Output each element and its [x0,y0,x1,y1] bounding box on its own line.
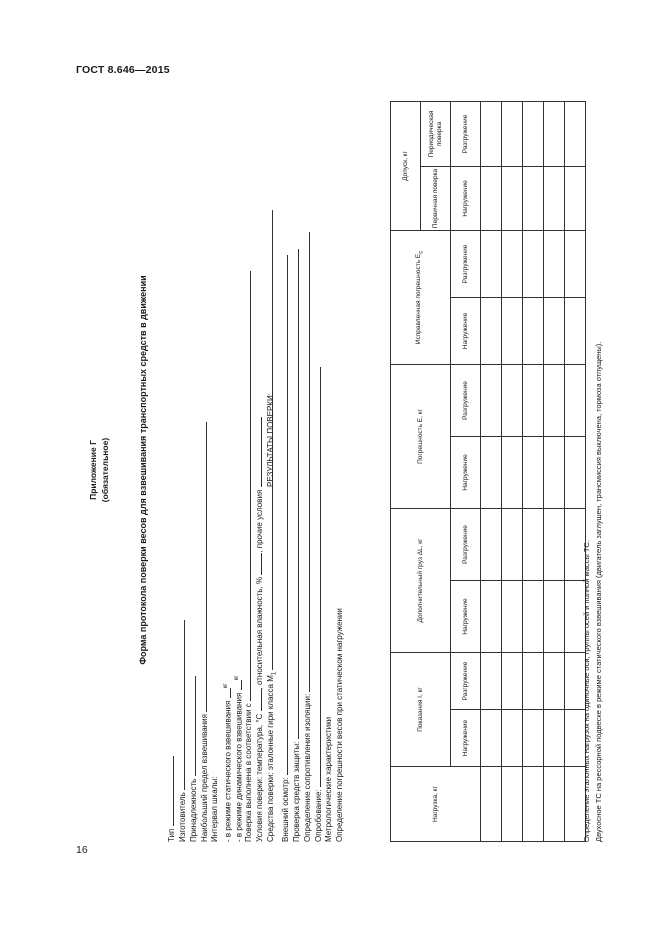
header-loading: Нагружение [451,436,481,508]
table-cell[interactable] [565,364,586,436]
table-cell[interactable] [544,581,565,653]
table-cell[interactable] [565,436,586,508]
table-row [502,101,523,841]
table-cell[interactable] [544,230,565,297]
table-cell[interactable] [544,166,565,230]
rotated-form [60,90,620,850]
table-cell[interactable] [502,297,523,364]
table-cell[interactable] [502,101,523,166]
field-conditions: Условия поверки: температура, °С , относительная влажность, % , прочие условия [254,417,265,842]
header-additional-load: Дополнительный груз ΔL, кг [391,508,451,652]
header-loading: Нагружение [451,710,481,767]
table-cell[interactable] [502,508,523,580]
table-cell[interactable] [481,508,502,580]
table-cell[interactable] [544,364,565,436]
header-error: Погрешность E, кг [391,364,451,508]
table-cell[interactable] [544,508,565,580]
field-scale-interval: Интервал шкалы: [210,776,219,842]
table-cell[interactable] [481,297,502,364]
table-row [481,101,502,841]
table-cell[interactable] [481,653,502,710]
protocol-table [390,101,586,842]
protocol-table-wrap [390,102,586,842]
table-cell[interactable] [481,710,502,767]
table-cell[interactable] [481,581,502,653]
field-type: Тип [166,756,177,842]
field-static-error: Определение погрешности весов при статическом нагружении [335,608,344,842]
header-corrected-error: Исправленная погрешность Ec [391,230,451,364]
header-loading: Нагружение [451,166,481,230]
table-cell[interactable] [502,364,523,436]
header-unloading: Разгружение [451,508,481,580]
header-unloading: Разгружение [451,364,481,436]
table-cell[interactable] [544,767,565,842]
results-title: РЕЗУЛЬТАТЫ ПОВЕРКИ: [266,393,275,487]
table-cell[interactable] [523,653,544,710]
header-load: Нагрузка, кг [391,767,481,842]
table-cell[interactable] [523,436,544,508]
table-cell[interactable] [544,653,565,710]
table-cell[interactable] [544,436,565,508]
header-tolerance: Допуск, кг [391,101,421,230]
table-cell[interactable] [523,508,544,580]
table-row [544,101,565,841]
field-max-capacity: Наибольший предел взвешивания [199,422,210,842]
table-cell[interactable] [481,101,502,166]
appendix-title: Приложение Г [88,440,98,500]
field-according-to: Поверка выполнена в соответствии с [243,271,254,842]
table-cell[interactable] [565,101,586,166]
header-unloading: Разгружение [451,230,481,297]
note-two-axle: Двухосное ТС на рессорной подвеске в режиме статического взвешивания (двигатель заглушен, трансмиссия выключена, тормоза отпущены). [594,341,603,842]
field-owner: Принадлежность [188,676,199,842]
header-periodic: Периодическая поверка [421,101,451,166]
header-loading: Нагружение [451,581,481,653]
table-cell[interactable] [544,297,565,364]
table-cell[interactable] [502,767,523,842]
table-cell[interactable] [523,767,544,842]
table-cell[interactable] [502,581,523,653]
field-insulation: Определение сопротивления изоляции: [302,232,313,842]
field-means: Средства поверки: эталонные гири класса $М_1$ [265,210,280,842]
table-cell[interactable] [565,230,586,297]
table-body [481,101,586,841]
header-loading: Нагружение [451,297,481,364]
standard-header: ГОСТ 8.646—2015 [76,64,170,76]
field-manufacturer: Изготовитель [177,620,188,842]
table-cell[interactable] [523,166,544,230]
header-primary: Первичная поверка [421,166,451,230]
table-cell[interactable] [502,436,523,508]
field-dynamic-interval: - в режиме динамического взвешивания $^{кг}$ [234,675,244,842]
table-cell[interactable] [565,166,586,230]
table-cell[interactable] [481,767,502,842]
table-cell[interactable] [523,581,544,653]
table-cell[interactable] [481,230,502,297]
table-cell[interactable] [502,230,523,297]
table-cell[interactable] [565,297,586,364]
field-metrological: Метрологические характеристики [324,716,333,842]
table-cell[interactable] [523,101,544,166]
header-unloading: Разгружение [451,653,481,710]
table-cell[interactable] [523,297,544,364]
header-unloading: Разгружение [451,101,481,166]
table-cell[interactable] [502,166,523,230]
field-testing: Опробование: [313,367,324,842]
appendix-status: (обязательное) [100,437,110,503]
table-cell[interactable] [523,364,544,436]
table-cell[interactable] [502,710,523,767]
table-cell[interactable] [481,436,502,508]
table-cell[interactable] [523,230,544,297]
page-number: 16 [76,844,88,856]
table-cell[interactable] [502,653,523,710]
header-indication: Показания I, кг [391,653,451,767]
table-cell[interactable] [481,166,502,230]
note-reference-loads: Определение эталонных нагрузок на одиночные оси, группы осей и полной массы ТС: [582,540,591,842]
table-cell[interactable] [523,710,544,767]
form-title: Форма протокола поверки весов для взвешивания транспортных средств в движении [138,275,148,665]
field-static-interval: - в режиме статического взвешивания $^{кг}$ [223,683,233,842]
table-row [523,101,544,841]
field-external-inspection: Внешний осмотр: [280,255,291,842]
field-protection-check: Проверка средств защиты: [291,249,302,842]
table-cell[interactable] [481,364,502,436]
table-cell[interactable] [544,710,565,767]
table-cell[interactable] [544,101,565,166]
